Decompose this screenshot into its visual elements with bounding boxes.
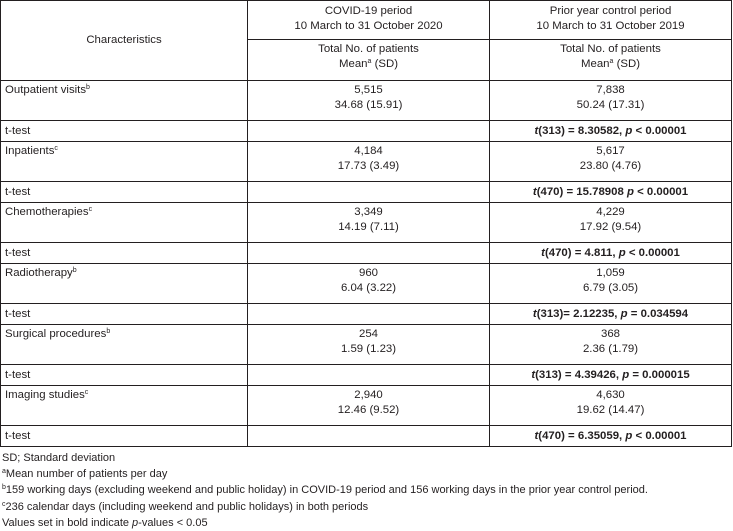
mean-sup: a [609,58,614,65]
covid-value-cell [248,203,490,243]
covid-total: 254 [358,328,378,340]
t-statistic: (313)= 2.12235, [536,307,621,320]
covid-total: 2,940 [354,389,383,401]
covid-mean: 12.46 (9.52) [337,404,400,416]
ttest-row [1,121,732,142]
characteristic-cell [1,142,248,182]
p-value: < 0.00001 [632,429,687,442]
t-statistic: (470) = 6.35059, [538,429,626,442]
characteristic-name: Chemotherapies [5,206,89,218]
footnote-sd: SD; Standard deviation [2,452,116,464]
p-value: = 0.034594 [627,307,689,320]
covid-mean: 6.04 (3.22) [340,282,397,294]
t-symbol: t [534,429,539,442]
footnotes [2,450,733,531]
ttest-row [1,304,732,325]
prior-total: 4,229 [596,206,625,218]
covid-period-dates: 10 March to 31 October 2020 [294,20,443,32]
prior-total: 7,838 [596,84,625,96]
total-label: Total No. of patients [318,43,419,55]
ttest-empty-cell [248,304,490,325]
covid-total: 960 [358,267,378,279]
t-statistic: (313) = 8.30582, [538,124,626,137]
p-value: < 0.00001 [625,246,680,259]
ttest-empty-cell [248,182,490,203]
characteristic-sup: b [106,328,111,335]
mean-label: Mean [581,58,610,70]
footnote-c: $^c$236 calendar days (including weekend and public holidays) in both periods [2,500,369,513]
covid-value-cell [248,264,490,304]
covid-value-cell [248,81,490,121]
covid-period-title: COVID-19 period [324,5,413,17]
footnote-b: $^b$159 working days (excluding weekend and public holiday) in COVID-19 period and 156 working days in the prior year control period. [2,484,648,497]
covid-subheader [248,40,490,81]
t-symbol: t [531,368,536,381]
t-symbol: t [541,246,545,259]
characteristic-sup: b [72,267,77,274]
table-row [1,325,732,365]
characteristic-cell [1,325,248,365]
covid-total: 3,349 [354,206,383,218]
t-symbol: t [532,307,537,320]
prior-mean: 19.62 (14.47) [576,404,645,416]
ttest-empty-cell [248,121,490,142]
ttest-result [490,121,732,142]
table-row [1,386,732,426]
characteristic-cell [1,81,248,121]
characteristic-name: Radiotherapy [5,267,73,279]
prior-value-cell [490,81,732,121]
covid-value-cell [248,325,490,365]
table-row [1,203,732,243]
covid-period-header [248,1,490,40]
p-symbol: p [618,246,626,259]
covid-value-cell [248,142,490,182]
ttest-row [1,243,732,264]
table-row [1,264,732,304]
ttest-result [490,182,732,203]
prior-value-cell [490,203,732,243]
characteristic-name: Surgical procedures [5,328,107,340]
p-symbol: p [620,307,628,320]
prior-value-cell [490,386,732,426]
prior-period-dates: 10 March to 31 October 2019 [536,20,685,32]
prior-total: 4,630 [596,389,625,401]
prior-value-cell [490,142,732,182]
mean-label: Mean [339,58,368,70]
ttest-label: t-test [1,426,248,447]
footnote-a: $^a$Mean number of patients per day [2,468,168,481]
ttest-row [1,365,732,386]
characteristic-sup: c [84,389,89,396]
characteristic-sup: b [86,84,90,91]
covid-value-cell [248,386,490,426]
ttest-label: t-test [1,121,248,142]
t-statistic: (470) = 15.78908 [536,185,627,198]
characteristic-sup: c [88,206,93,213]
prior-total: 5,617 [596,145,625,157]
ttest-empty-cell [248,426,490,447]
t-statistic: (313) = 4.39426, [535,368,623,381]
covid-total: 4,184 [354,145,383,157]
covid-mean: 34.68 (15.91) [334,99,403,111]
t-statistic: (470) = 4.811, [544,246,619,259]
sd-label: (SD) [616,58,640,70]
sd-label: (SD) [374,58,398,70]
ttest-label: t-test [1,243,248,264]
prior-mean: 50.24 (17.31) [576,99,645,111]
ttest-result [490,365,732,386]
p-symbol: p [625,124,633,137]
ttest-row [1,426,732,447]
characteristic-cell [1,386,248,426]
prior-mean: 6.79 (3.05) [582,282,639,294]
ttest-result [490,304,732,325]
mean-sup: a [367,58,372,65]
footnote-bold: Values set in bold indicate p-values < 0.05 [2,516,208,529]
characteristic-name: Inpatients [5,145,55,157]
ttest-row [1,182,732,203]
prior-value-cell [490,325,732,365]
prior-mean: 2.36 (1.79) [582,343,639,355]
characteristic-cell [1,203,248,243]
covid-total: 5,515 [354,84,383,96]
covid-mean: 14.19 (7.11) [338,221,399,233]
p-value: < 0.00001 [633,185,689,198]
prior-period-title: Prior year control period [549,5,672,17]
prior-value-cell [490,264,732,304]
p-value: < 0.00001 [632,124,687,137]
ttest-empty-cell [248,243,490,264]
characteristic-cell [1,264,248,304]
ttest-label: t-test [1,182,248,203]
prior-total: 1,059 [596,267,625,279]
prior-mean: 23.80 (4.76) [579,160,642,172]
p-symbol: p [625,429,633,442]
characteristic-name: Outpatient visits [5,84,87,96]
covid-mean: 1.59 (1.23) [340,343,397,355]
ttest-empty-cell [248,365,490,386]
prior-subheader [490,40,732,81]
header-row [1,1,732,40]
total-label: Total No. of patients [560,43,661,55]
table-row [1,81,732,121]
p-symbol: p [626,185,634,198]
characteristic-name: Imaging studies [5,389,85,401]
t-symbol: t [534,124,539,137]
table-row [1,142,732,182]
prior-mean: 17.92 (9.54) [579,221,642,233]
characteristic-sup: c [54,145,58,152]
covid-mean: 17.73 (3.49) [337,160,400,172]
ttest-result [490,243,732,264]
p-symbol: p [622,368,630,381]
ttest-result [490,426,732,447]
prior-total: 368 [600,328,620,340]
ttest-label: t-test [1,365,248,386]
characteristics-header: Characteristics [1,1,248,81]
ttest-label: t-test [1,304,248,325]
t-symbol: t [532,185,537,198]
prior-period-header [490,1,732,40]
p-value: = 0.000015 [629,368,690,381]
